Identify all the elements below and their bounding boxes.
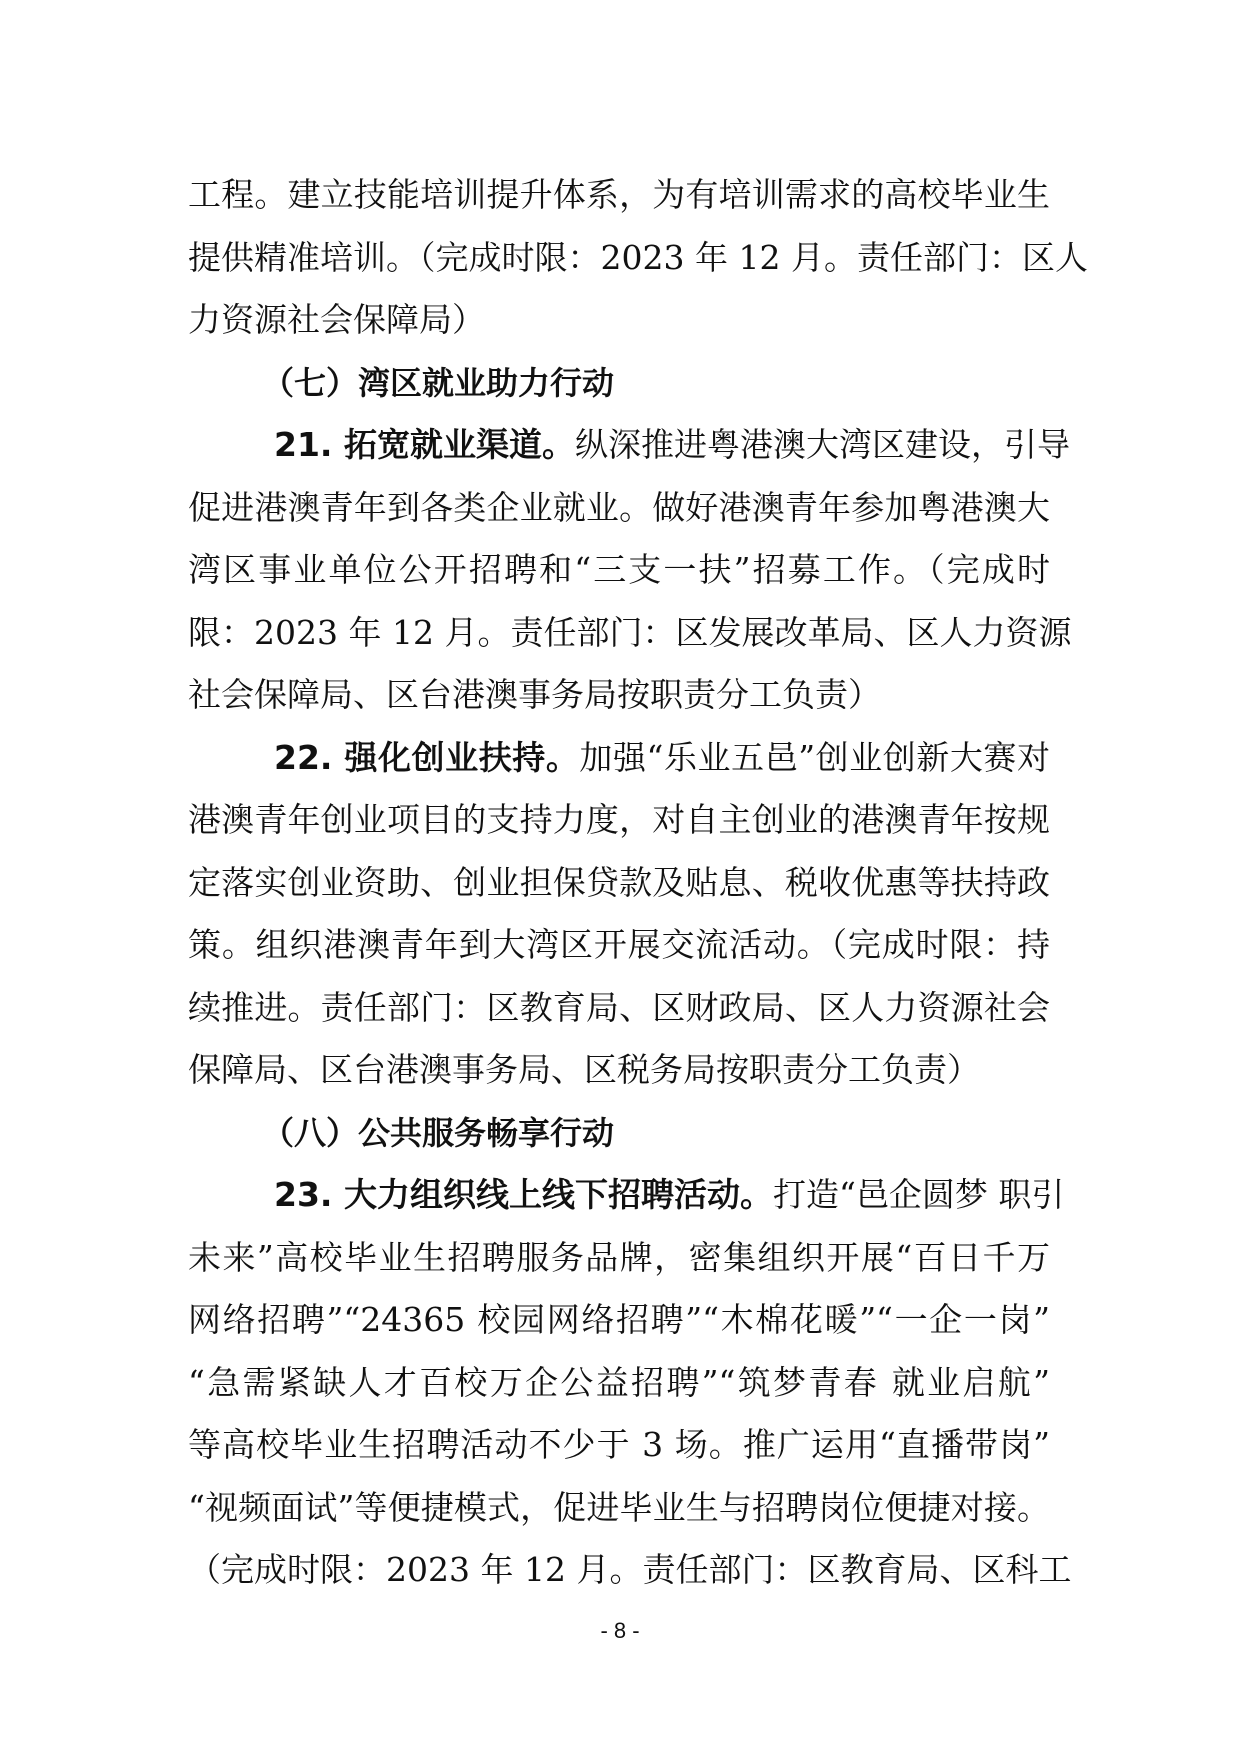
body-line: 提供精准培训。（完成时限：2023 年 12 月。责任部门：区人 [188, 238, 1088, 277]
body-line: 未来”高校毕业生招聘服务品牌，密集组织开展“百日千万 [188, 1238, 1050, 1277]
item-21-first-line [274, 420, 1070, 470]
item-21-title: 21. 拓宽就业渠道。 [274, 425, 575, 464]
body-line: 续推进。责任部门：区教育局、区财政局、区人力资源社会 [188, 988, 1050, 1027]
item-23-title: 23. 大力组织线上线下招聘活动。 [274, 1175, 773, 1214]
body-line: 湾区事业单位公开招聘和“三支一扶”招募工作。（完成时 [188, 550, 1050, 589]
body-line: 限：2023 年 12 月。责任部门：区发展改革局、区人力资源 [188, 613, 1072, 652]
body-line: 港澳青年创业项目的支持力度，对自主创业的港澳青年按规 [188, 800, 1050, 839]
item-21-first-line-text: 纵深推进粤港澳大湾区建设，引导 [574, 425, 1070, 464]
body-line: 力资源社会保障局） [188, 300, 485, 339]
section-heading-7: （七）湾区就业助力行动 [262, 364, 615, 402]
item-22-first-line [274, 733, 1050, 783]
body-line: “急需紧缺人才百校万企公益招聘”“筑梦青春 就业启航” [188, 1363, 1050, 1402]
section-heading-8: （八）公共服务畅享行动 [262, 1114, 615, 1152]
body-line: 工程。建立技能培训提升体系，为有培训需求的高校毕业生 [188, 175, 1050, 214]
body-line: 促进港澳青年到各类企业就业。做好港澳青年参加粤港澳大 [188, 488, 1050, 527]
body-line: “视频面试”等便捷模式，促进毕业生与招聘岗位便捷对接。 [188, 1488, 1050, 1527]
body-line: 保障局、区台港澳事务局、区税务局按职责分工负责） [188, 1050, 980, 1089]
item-23-first-line [274, 1170, 1065, 1220]
body-line: 网络招聘”“24365 校园网络招聘”“木棉花暖”“一企一岗” [188, 1300, 1050, 1339]
body-line: 定落实创业资助、创业担保贷款及贴息、税收优惠等扶持政 [188, 863, 1050, 902]
body-line: 社会保障局、区台港澳事务局按职责分工负责） [188, 675, 881, 714]
item-23-first-line-text: 打造“邑企圆梦 职引 [772, 1175, 1065, 1214]
body-line: 等高校毕业生招聘活动不少于 3 场。推广运用“直播带岗” [188, 1425, 1050, 1464]
item-22-first-line-text: 加强“乐业五邑”创业创新大赛对 [579, 738, 1050, 777]
item-22-title: 22. 强化创业扶持。 [274, 738, 580, 777]
page-number: - 8 - [600, 1618, 640, 1643]
body-line: （完成时限：2023 年 12 月。责任部门：区教育局、区科工 [188, 1550, 1072, 1589]
body-line: 策。组织港澳青年到大湾区开展交流活动。（完成时限：持 [188, 925, 1050, 964]
